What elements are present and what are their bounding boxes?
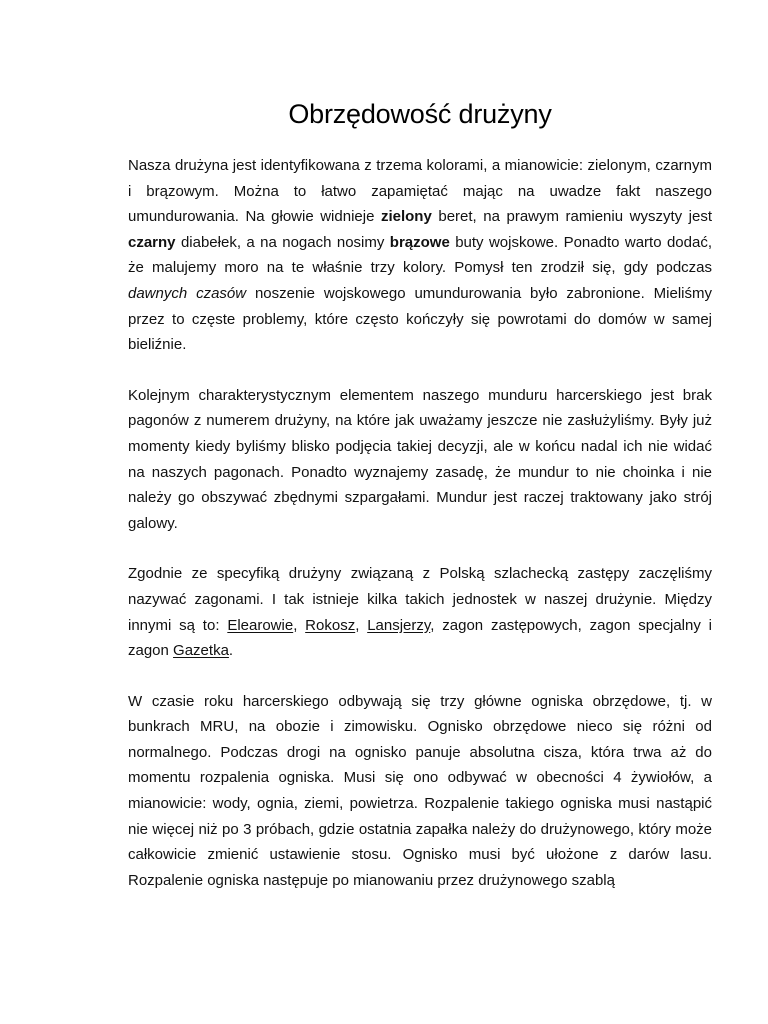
separator-1: , bbox=[293, 616, 306, 634]
paragraph-colors bbox=[128, 153, 712, 358]
paragraph-colors-text-5: noszenie wojskowego umundurowania było zabronione. Mieliśmy przez to częste problemy, które często kończyły się powrotami do domów w samej bieliźnie. bbox=[128, 284, 713, 354]
separator-2: , bbox=[355, 616, 368, 634]
italic-dawnych-czasow: dawnych czasów bbox=[128, 284, 247, 302]
paragraph-zagony-text-2: , zagon zastępowych, zagon specjalny i zagon bbox=[128, 616, 712, 660]
paragraph-colors-text-3: diabełek, a na nogach nosimy bbox=[175, 233, 390, 251]
link-rokosz[interactable]: Rokosz bbox=[305, 616, 356, 634]
word-zielony: zielony bbox=[380, 208, 432, 226]
paragraph-zagony-text-1: Zgodnie ze specyfiką drużyny związaną z Polską szlachecką zastępy zaczęliśmy nazywać zagonami. I tak istnieje kilka takich jednostek w naszej drużynie. Między innymi są to: bbox=[128, 565, 712, 634]
paragraph-ognisko: W czasie roku harcerskiego odbywają się trzy główne ogniska obrzędowe, tj. w bunkrach MRU, na obozie i zimowisku. Ognisko obrzędowe nieco się różni od normalnego. Podczas drogi na ognisko panuje absolutna cisza, która trwa aż do momentu rozpalenia ogniska. Musi się ono odbywać w obecności 4 żywiołów, a mianowicie: wody, ognia, ziemi, powietrza. Rozpalenie takiego ogniska musi nastąpić nie więcej niż po 3 próbach, gdzie ostatnia zapałka należy do drużynowego, który może całkowicie zmienić ustawienie stosu. Ognisko musi być ułożone z darów lasu. Rozpalenie ogniska następuje po mianowaniu przez drużynowego szablą bbox=[128, 692, 712, 889]
paragraph-colors-text-4: buty wojskowe. Ponadto warto dodać, że malujemy moro na te właśnie trzy kolory. Pomysł ten zrodził się, gdy podczas bbox=[128, 233, 712, 277]
paragraph-zagony-text-3: . bbox=[228, 642, 234, 660]
document-title: Obrzędowość drużyny bbox=[288, 99, 552, 129]
paragraph-zagony bbox=[128, 561, 712, 663]
paragraph-colors-text-1: Nasza drużyna jest identyfikowana z trzema kolorami, a mianowicie: zielonym, czarnym i brązowym. Można to łatwo zapamiętać mając na uwadze fakt naszego umundurowania. Na głowie widnieje bbox=[128, 157, 712, 226]
word-czarny: czarny bbox=[128, 233, 176, 251]
link-lansjerzy[interactable]: Lansjerzy bbox=[367, 616, 431, 634]
paragraph-colors-text-2: beret, na prawym ramieniu wyszyty jest bbox=[431, 208, 712, 226]
paragraph-pagons: Kolejnym charakterystycznym elementem naszego munduru harcerskiego jest brak pagonów z numerem drużyny, na które jak uważamy jeszcze nie zasłużyliśmy. Były już momenty kiedy byliśmy blisko podjęcia takiej decyzji, ale w końcu nadal ich nie widać na naszych pagonach. Ponadto wyznajemy zasadę, że mundur to nie choinka i nie należy go obszywać zbędnymi szpargałami. Mundur jest raczej traktowany jako strój galowy. bbox=[128, 386, 712, 532]
link-elearowie[interactable]: Elearowie bbox=[227, 616, 294, 634]
word-brazowe: brązowe bbox=[389, 233, 450, 251]
link-gazetka[interactable]: Gazetka bbox=[173, 642, 229, 660]
document-body bbox=[128, 153, 712, 918]
